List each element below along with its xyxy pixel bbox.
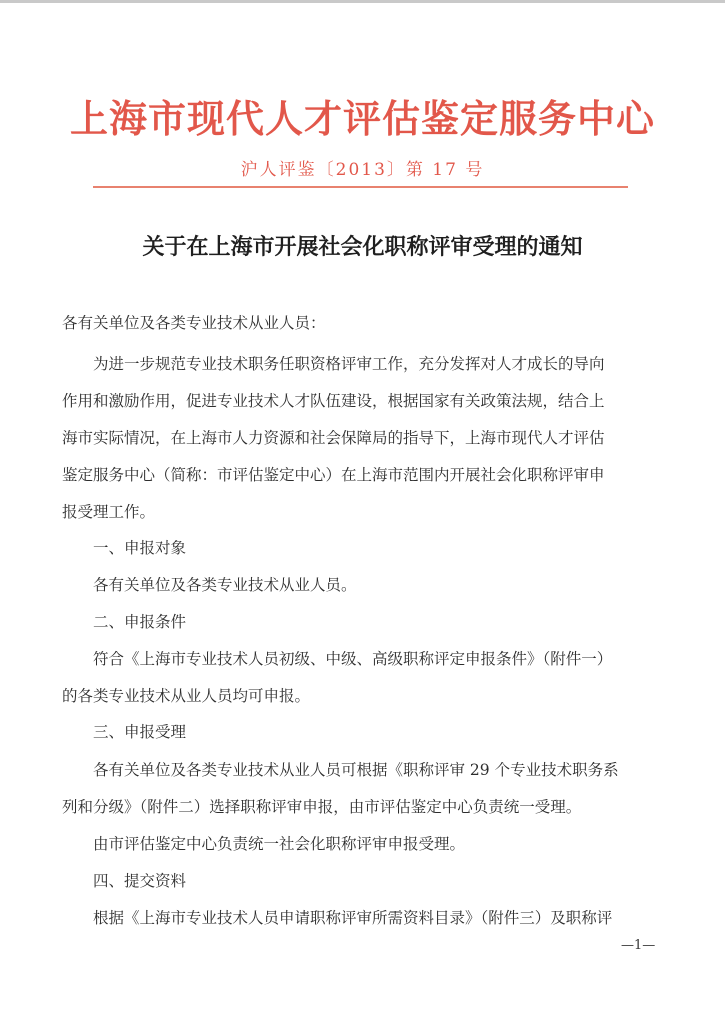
- section-text-3-extra: 由市评估鉴定中心负责统一社会化职称评审申报受理。: [93, 835, 466, 853]
- section-text-3: 各有关单位及各类专业技术从业人员可根据《职称评审 29 个专业技术职务系: [93, 761, 619, 779]
- intro-line: 海市实际情况，在上海市人力资源和社会保障局的指导下，上海市现代人才评估: [62, 429, 605, 447]
- intro-line: 报受理工作。: [62, 503, 156, 521]
- section-text-3: 列和分级》（附件二）选择职称评审申报，由市评估鉴定中心负责统一受理。: [62, 798, 582, 816]
- section-heading-2: 二、申报条件: [93, 613, 187, 631]
- document-title: 关于在上海市开展社会化职称评审受理的通知: [142, 234, 583, 260]
- page-number: —1—: [621, 938, 656, 953]
- section-text-2: 符合《上海市专业技术人员初级、中级、高级职称评定申报条件》（附件一）: [93, 650, 613, 668]
- intro-line: 作用和激励作用，促进专业技术人才队伍建设，根据国家有关政策法规，结合上: [62, 392, 605, 410]
- section-text-1: 各有关单位及各类专业技术从业人员。: [93, 576, 357, 594]
- scan-top-edge: [0, 0, 725, 3]
- intro-line: 为进一步规范专业技术职务任职资格评审工作，充分发挥对人才成长的导向: [93, 355, 605, 373]
- header-divider: [93, 186, 628, 188]
- section-heading-3: 三、申报受理: [93, 723, 187, 741]
- intro-line: 鉴定服务中心（简称：市评估鉴定中心）在上海市范围内开展社会化职称评审申: [62, 466, 605, 484]
- section-heading-1: 一、申报对象: [93, 539, 187, 557]
- section-text-4: 根据《上海市专业技术人员申请职称评审所需资料目录》（附件三）及职称评: [93, 909, 613, 927]
- organization-name: 上海市现代人才评估鉴定服务中心: [69, 96, 655, 141]
- section-text-2: 的各类专业技术从业人员均可申报。: [62, 687, 311, 705]
- section-heading-4: 四、提交资料: [93, 872, 187, 890]
- document-number: 沪人评鉴〔2013〕第 17 号: [240, 160, 485, 180]
- addressee-line: 各有关单位及各类专业技术从业人员：: [62, 314, 326, 332]
